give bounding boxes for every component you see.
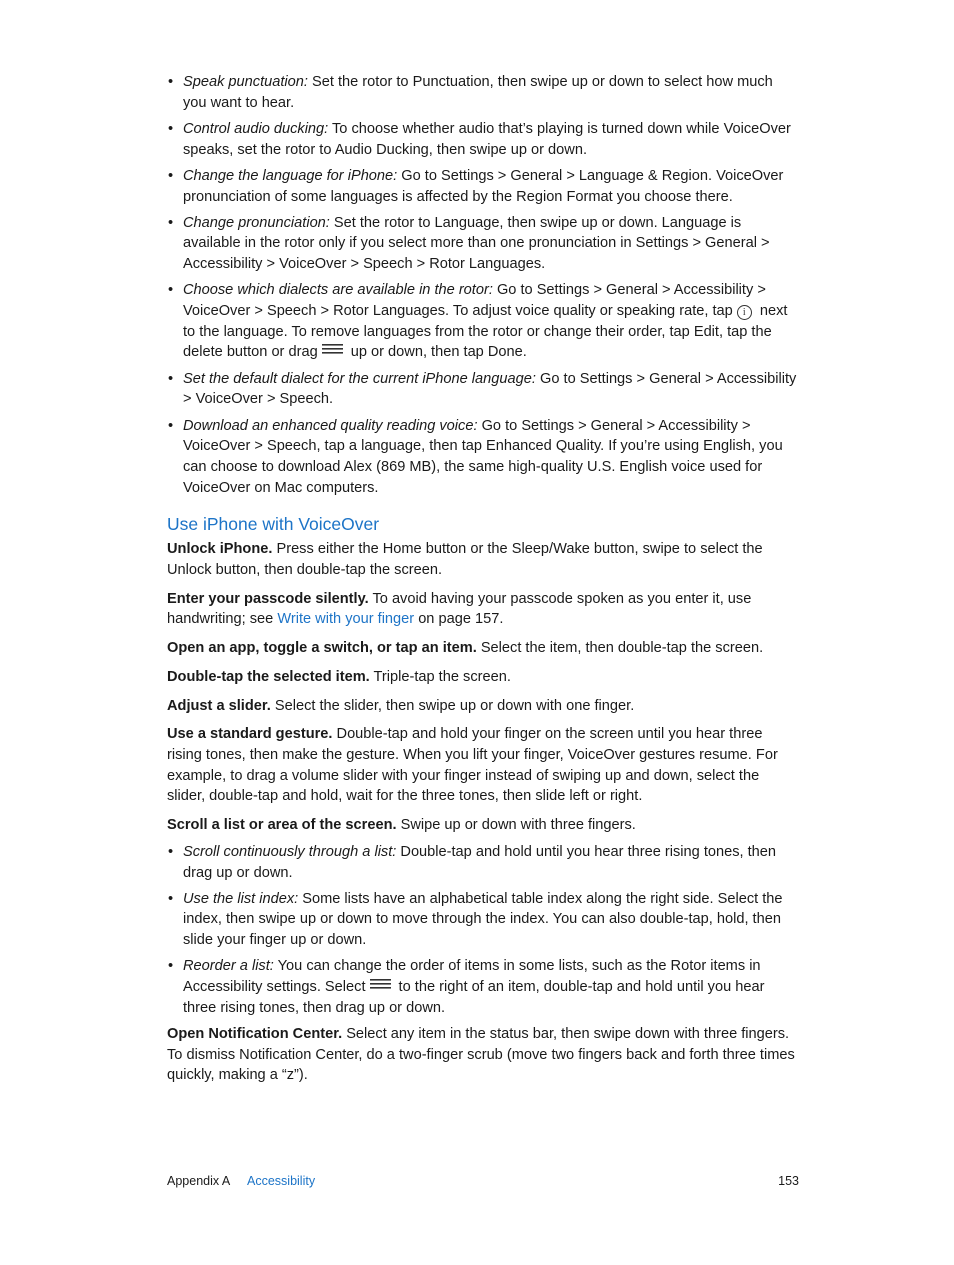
write-with-finger-link[interactable]: Write with your finger (277, 611, 415, 628)
item-text: To choose whether audio that’s playing is turned down while VoiceOver speaks, set the rotor to Audio Ducking, then swipe up or down. (183, 120, 791, 158)
bullet-marker: • (168, 370, 174, 387)
list-item (167, 416, 799, 499)
scroll-paragraph (167, 815, 799, 836)
paragraph-lead: Use a standard gesture. (167, 726, 333, 743)
paragraph-text: Swipe up or down with three fingers. (396, 817, 636, 834)
paragraph-text: on page 157. (414, 611, 504, 628)
paragraph-lead: Open Notification Center. (167, 1025, 343, 1042)
item-text: Go to Settings > General > Language & Region. VoiceOver pronunciation of some languages is affected by the Region Format you choose there. (183, 167, 784, 205)
bullet-marker: • (168, 74, 174, 90)
scroll-options-list (167, 842, 799, 1019)
section-heading: Use iPhone with VoiceOver (167, 514, 380, 535)
reorder-handle-icon (370, 979, 391, 989)
item-text: Set the rotor to Language, then swipe up or down. Language is available in the rotor only if you select more than one pronunciation in Settings > General > Accessibility > VoiceOver > Speech > Rotor Languages. (183, 214, 770, 273)
paragraph-lead: Scroll a list or area of the screen. (167, 817, 397, 834)
bullet-marker: • (168, 167, 174, 184)
item-lead: Reorder a list: (183, 958, 274, 975)
bullet-marker: • (168, 843, 174, 860)
paragraph-lead: Enter your passcode silently. (167, 590, 369, 607)
page-number: 153 (778, 1174, 799, 1188)
footer-appendix: Appendix A (167, 1174, 231, 1188)
paragraph-text: Select the slider, then swipe up or down with one finger. (270, 697, 635, 714)
paragraph-text: To avoid having your passcode spoken as you enter it, use handwriting; see (167, 590, 752, 628)
item-lead: Change pronunciation: (183, 214, 330, 231)
double-tap-paragraph (167, 667, 799, 688)
item-lead: Choose which dialects are available in the rotor: (183, 282, 493, 299)
item-lead: Set the default dialect for the current iPhone language: (183, 370, 536, 387)
item-lead: Speak punctuation: (183, 74, 308, 90)
item-lead: Use the list index: (183, 890, 299, 907)
item-lead: Control audio ducking: (183, 120, 329, 137)
item-lead: Download an enhanced quality reading voice: (183, 417, 478, 434)
paragraph-lead: Adjust a slider. (167, 697, 271, 714)
item-text: to the right of an item, double-tap and hold until you hear three rising tones, then drag up or down. (183, 979, 765, 1016)
list-item (167, 72, 799, 113)
list-item (167, 889, 799, 951)
gesture-paragraph (167, 724, 799, 807)
page-content (167, 72, 799, 1086)
item-text: You can change the order of items in some lists, such as the Rotor items in Accessibility settings. Select (183, 958, 761, 996)
bullet-marker: • (168, 282, 174, 299)
paragraph-lead: Open an app, toggle a switch, or tap an item. (167, 640, 477, 657)
bullet-marker: • (168, 417, 174, 434)
paragraph-lead: Double-tap the selected item. (167, 668, 370, 685)
bullet-marker: • (168, 890, 174, 907)
info-icon: i (737, 305, 752, 320)
list-item (167, 166, 799, 207)
item-text: Go to Settings > General > Accessibility > VoiceOver > Speech. (183, 370, 797, 408)
paragraph-text: Double-tap and hold your finger on the screen until you hear three rising tones, then make the gesture. When you lift your finger, VoiceOver gestures resume. For example, to drag a volume slider with your finger instead of swiping up and down, select the slider, double-tap and hold, wait for the three tones, then slide left or right. (167, 726, 778, 805)
list-item (167, 119, 799, 160)
item-text: next to the language. To remove languages from the rotor or change their order, tap Edit, tap the delete button or drag (183, 303, 788, 361)
item-lead: Change the language for iPhone: (183, 167, 398, 184)
item-text: Set the rotor to Punctuation, then swipe up or down to select how much you want to hear. (183, 74, 773, 111)
bullet-marker: • (168, 214, 174, 231)
paragraph-lead: Unlock iPhone. (167, 541, 273, 558)
item-text: Double-tap and hold until you hear three rising tones, then drag up or down. (183, 843, 777, 881)
list-item (167, 956, 799, 1018)
item-text: Go to Settings > General > Accessibility > VoiceOver > Speech > Rotor Languages. To adjust voice quality or speaking rate, tap (183, 282, 766, 320)
paragraph-text: Press either the Home button or the Sleep/Wake button, swipe to select the Unlock button, then double-tap the screen. (167, 541, 763, 579)
slider-paragraph (167, 696, 799, 717)
bullet-marker: • (168, 958, 174, 975)
item-lead: Scroll continuously through a list: (183, 843, 397, 860)
item-text: Some lists have an alphabetical table index along the right side. Select the index, then swipe up or down to move through the index. You can also double-tap, hold, then slide your finger up or down. (183, 890, 783, 949)
list-item (167, 213, 799, 275)
voiceover-settings-list (167, 72, 799, 498)
reorder-handle-icon (322, 344, 343, 354)
item-text: Go to Settings > General > Accessibility > VoiceOver > Speech, tap a language, then tap Enhanced Quality. If you’re using English, you can choose to download Alex (869 MB), the same high-quality U.S. English voice used for VoiceOver on Mac computers. (183, 417, 783, 496)
list-item (167, 842, 799, 883)
notification-paragraph (167, 1024, 799, 1086)
paragraph-text: Select any item in the status bar, then swipe down with three fingers. To dismiss Notification Center, do a two-finger scrub (move two fingers back and forth three times quickly, making a “z”). (167, 1025, 795, 1084)
paragraph-text: Select the item, then double-tap the screen. (476, 640, 764, 657)
passcode-paragraph (167, 589, 799, 630)
open-app-paragraph (167, 638, 799, 659)
list-item (167, 280, 799, 363)
footer-chapter-link[interactable]: Accessibility (247, 1174, 316, 1188)
unlock-paragraph (167, 539, 799, 580)
bullet-marker: • (168, 120, 174, 137)
list-item (167, 369, 799, 410)
item-text: up or down, then tap Done. (346, 344, 527, 361)
paragraph-text: Triple-tap the screen. (369, 668, 511, 685)
